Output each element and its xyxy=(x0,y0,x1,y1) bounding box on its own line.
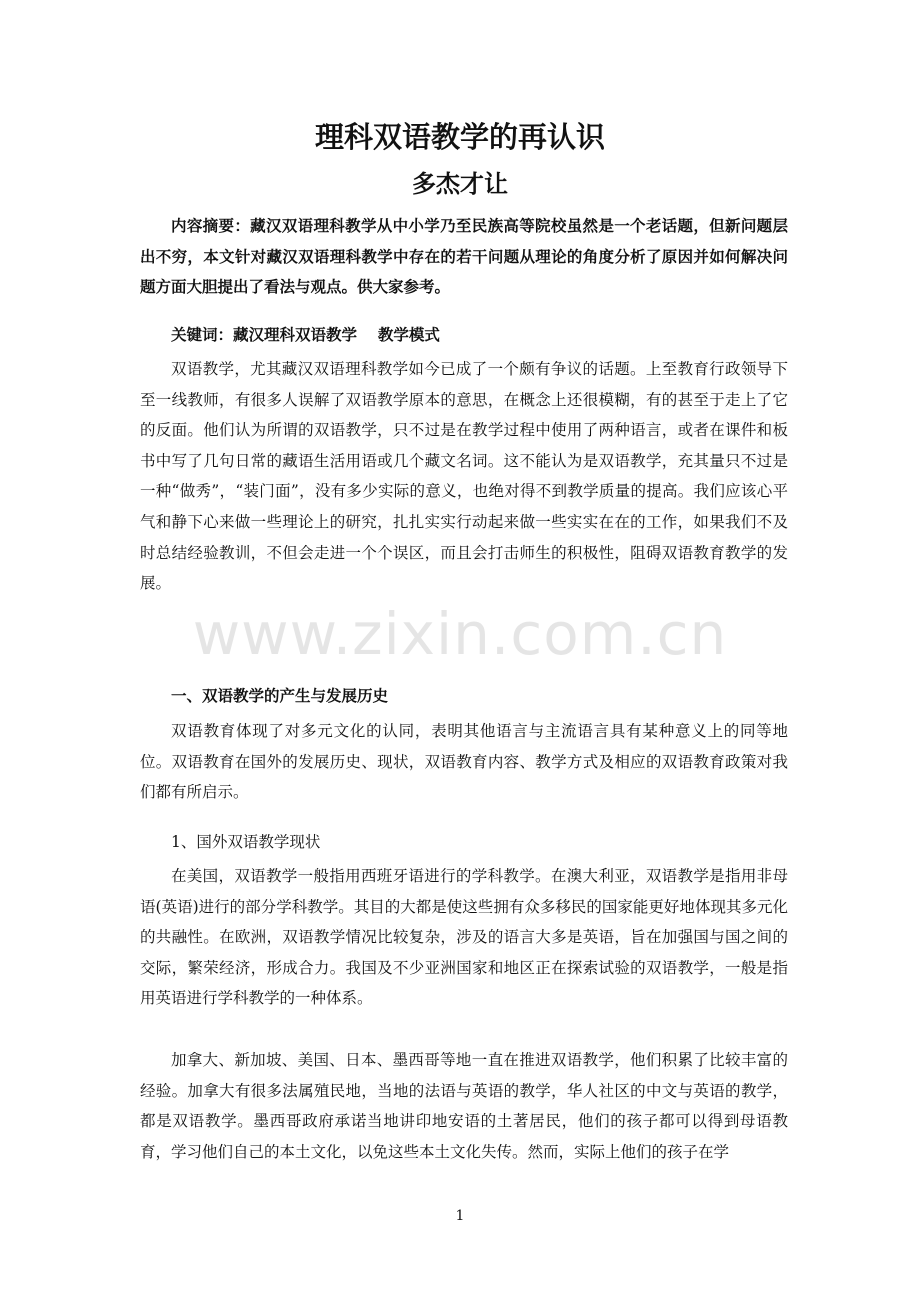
document-title: 理科双语教学的再认识 xyxy=(314,120,605,154)
page-number: 1 xyxy=(455,1208,465,1224)
keywords-line: 关键词：藏汉理科双语教学 教学模式 xyxy=(171,326,440,344)
watermark: www.zixin.com.cn xyxy=(192,600,728,668)
intro-paragraph: 双语教学，尤其藏汉双语理科教学如今已成了一个颇有争议的话题。上至教育行政领导下至一线教师，有很多人误解了双语教学原本的意思，在概念上还很模糊，有的甚至于走上了它的反面。他们认为所谓的双语教学，只不过是在教学过程中使用了两种语言，或者在课件和板书中写了几句日常的藏语生活用语或几个藏文名词。这不能认为是双语教学，充其量只不过是一种“做秀”，“装门面”，没有多少实际的意义，也绝对得不到教学质量的提高。我们应该心平气和静下心来做一些理论上的研究，扎扎实实行动起来做一些实实在在的工作，如果我们不及时总结经验教训，不但会走进一个个误区，而且会打击师生的积极性，阻碍双语教育教学的发展。 xyxy=(140,360,788,593)
subsection-paragraph-1: 在美国，双语教学一般指用西班牙语进行的学科教学。在澳大利亚，双语教学是指用非母语(英语)进行的部分学科教学。其目的大都是使这些拥有众多移民的国家能更好地体现其多元化的共融性。在欧洲，双语教学情况比较复杂，涉及的语言大多是英语，旨在加强国与国之间的交际，繁荣经济，形成合力。我国及不少亚洲国家和地区正在探索试验的双语教学，一般是指用英语进行学科教学的一种体系。 xyxy=(140,867,788,1008)
subsection-paragraph-2: 加拿大、新加坡、美国、日本、墨西哥等地一直在推进双语教学，他们积累了比较丰富的经验。加拿大有很多法属殖民地，当地的法语与英语的教学，华人社区的中文与英语的教学，都是双语教学。墨西哥政府承诺当地讲印地安语的土著居民，他们的孩子都可以得到母语教育，学习他们自己的本土文化，以免这些本土文化失传。然而，实际上他们的孩子在学 xyxy=(140,1051,788,1161)
abstract-paragraph: 内容摘要：藏汉双语理科教学从中小学乃至民族高等院校虽然是一个老话题，但新问题层出不穷，本文针对藏汉双语理科教学中存在的若干问题从理论的角度分析了原因并如何解决问题方面大胆提出了看法与观点。供大家参考。 xyxy=(140,217,788,297)
subsection-heading: 1、国外双语教学现状 xyxy=(171,833,321,851)
section-paragraph: 双语教育体现了对多元文化的认同，表明其他语言与主流语言具有某种意义上的同等地位。双语教育在国外的发展历史、现状，双语教育内容、教学方式及相应的双语教育政策对我们都有所启示。 xyxy=(140,722,788,802)
document-author: 多杰才让 xyxy=(412,170,508,198)
section-heading: 一、双语教学的产生与发展历史 xyxy=(171,687,389,705)
